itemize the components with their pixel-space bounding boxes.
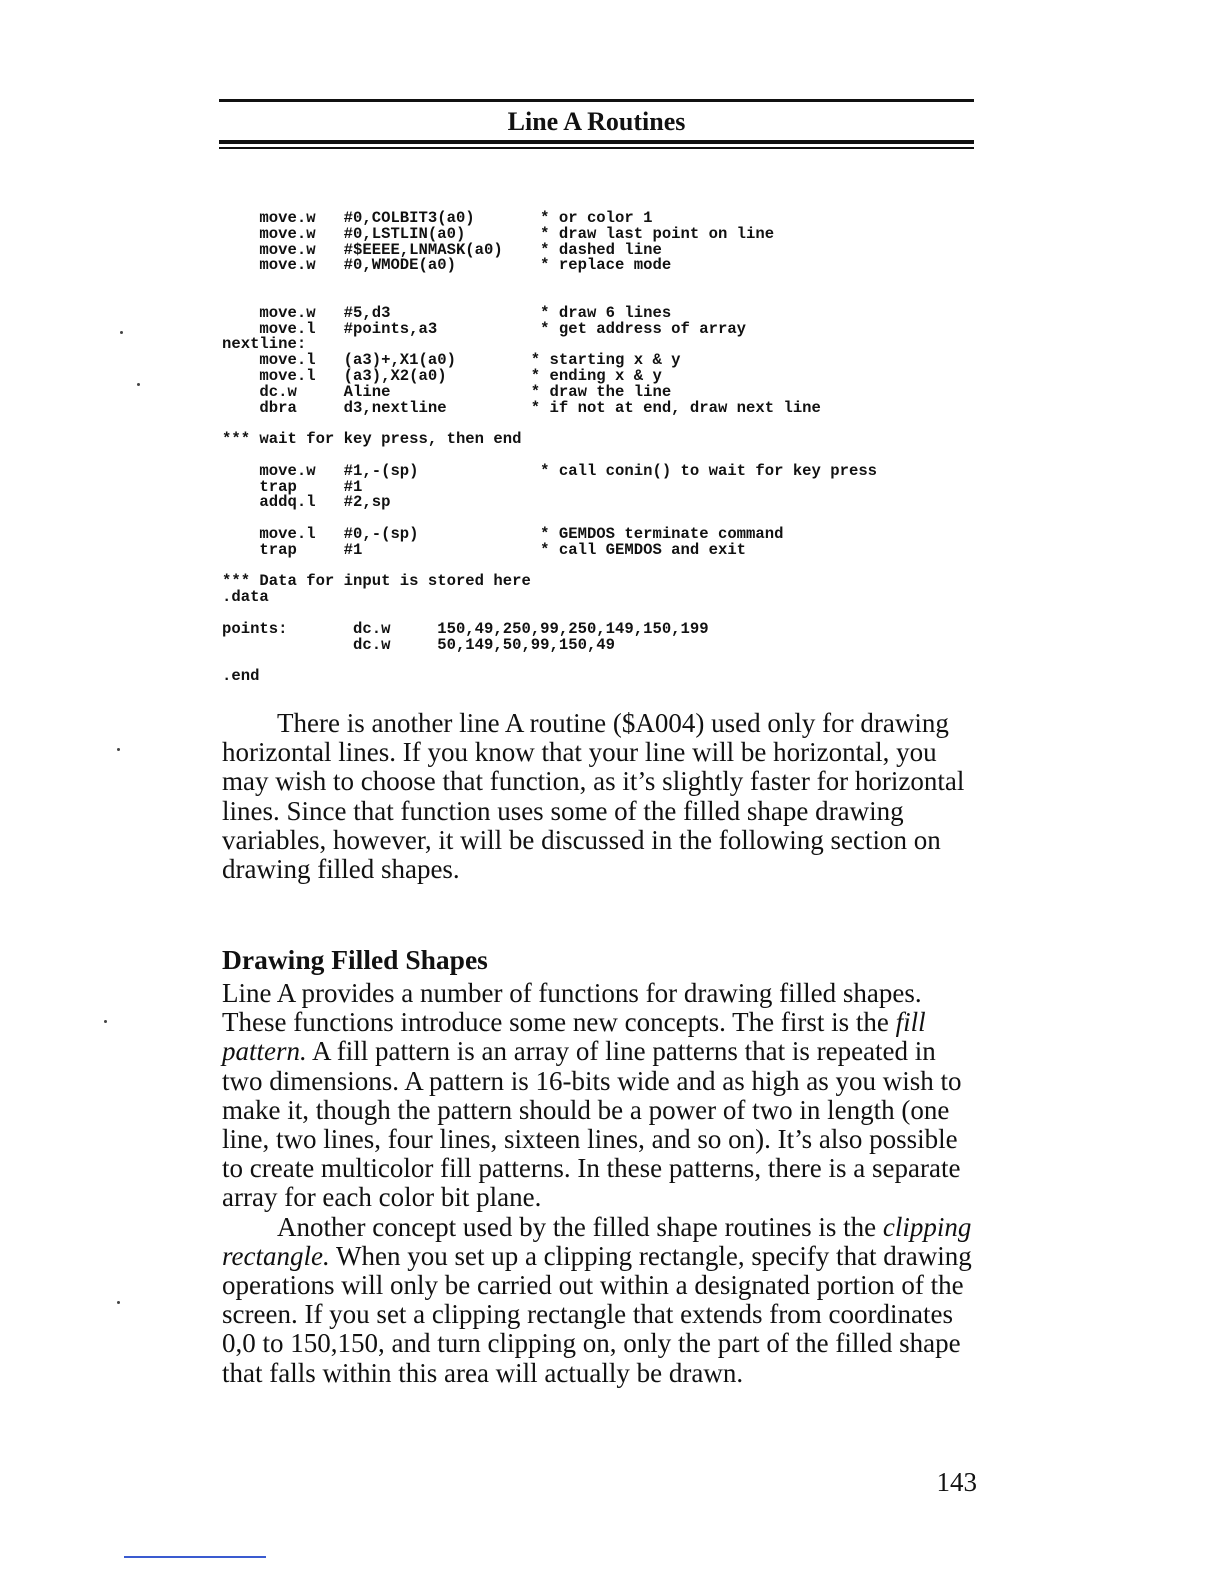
scan-speck — [104, 1020, 107, 1023]
scan-edge-mark — [124, 1556, 266, 1558]
header-rule-bottom — [219, 140, 974, 144]
header-rule-bottom-thin — [219, 147, 974, 149]
code-line: move.l (a3)+,X1(a0) * starting x & y — [222, 351, 681, 370]
code-line: dc.w Aline * draw the line — [222, 382, 672, 401]
code-line: move.w #1,-(sp) * call conin() to wait for key press — [222, 461, 878, 480]
header-rule-top — [219, 99, 974, 102]
scan-speck — [117, 1301, 120, 1304]
text-run: When you set up a clipping rectangle, specify that drawing operations will only be carried out within a designated portion of the screen. If you set a clipping rectangle that extends from coordinates 0,0 to 150,150, and turn clipping on, only the part of the filled shape that falls within this area will actually be drawn. — [222, 1240, 972, 1388]
code-line: *** wait for key press, then end — [222, 430, 522, 449]
text-run: Line A provides a number of functions for drawing filled shapes. These functions introduce some new concepts. The first is the — [222, 978, 922, 1038]
text-run: Another concept used by the filled shape routines is the — [277, 1211, 883, 1242]
code-line — [222, 274, 877, 290]
code-line: points: dc.w 150,49,250,99,250,149,150,199 — [222, 619, 709, 638]
code-line: addq.l #2,sp — [222, 493, 391, 512]
page-number: 143 — [936, 1467, 977, 1497]
code-line: trap #1 * call GEMDOS and exit — [222, 540, 747, 559]
code-line: move.w #$EEEE,LNMASK(a0) * dashed line — [222, 240, 662, 259]
code-line: .data — [222, 588, 269, 607]
code-line: *** Data for input is stored here — [222, 572, 531, 591]
paragraph-text — [222, 1213, 982, 1388]
section-heading: Drawing Filled Shapes — [222, 944, 488, 975]
code-line: move.l (a3),X2(a0) * ending x & y — [222, 366, 662, 385]
code-line: move.w #0,WMODE(a0) * replace mode — [222, 256, 672, 275]
code-line: move.w #5,d3 * draw 6 lines — [222, 303, 672, 322]
text-run: A fill pattern is an array of line patterns that is repeated in two dimensions. A pattern is 16-bits wide and as high as you wish to make it, though the pattern should be a power of two in length (one line, two lines, four lines, sixteen lines, and so on). It’s also possible to create multicolor fill patterns. In these patterns, there is a separate array for each color bit plane. — [222, 1036, 962, 1213]
code-listing — [222, 211, 877, 685]
code-line: dc.w 50,149,50,99,150,49 — [222, 635, 616, 654]
code-line: move.l #0,-(sp) * GEMDOS terminate command — [222, 524, 784, 543]
code-line: move.l #points,a3 * get address of array — [222, 319, 747, 338]
paragraph-text: There is another line A routine ($A004) used only for drawing horizontal lines. If you know that your line will be horizontal, you may wish to choose that function, as it’s slightly faster for horizontal lines. Since that function uses some of the filled shape drawing variables, however, it will be discussed in the following section on drawing filled shapes. — [222, 708, 965, 885]
scan-speck — [117, 748, 120, 751]
paragraph-fill-pattern — [222, 979, 982, 1388]
code-line: dbra d3,nextline * if not at end, draw next line — [222, 398, 821, 417]
paragraph-text — [222, 979, 982, 1213]
code-line: nextline: — [222, 335, 307, 354]
paragraph-horizontal-lines — [222, 709, 982, 884]
scan-speck — [120, 331, 123, 334]
code-line — [222, 653, 877, 669]
code-line: move.w #0,COLBIT3(a0) * or color 1 — [222, 209, 653, 227]
code-line: trap #1 — [222, 477, 363, 496]
code-line: move.w #0,LSTLIN(a0) * draw last point on line — [222, 224, 775, 243]
emphasis-term: clipping rectangle. — [222, 1211, 972, 1271]
running-head: Line A Routines — [507, 107, 686, 136]
emphasis-term: fill pattern. — [222, 1007, 926, 1067]
code-line: .end — [222, 667, 260, 686]
scan-speck — [137, 383, 140, 386]
